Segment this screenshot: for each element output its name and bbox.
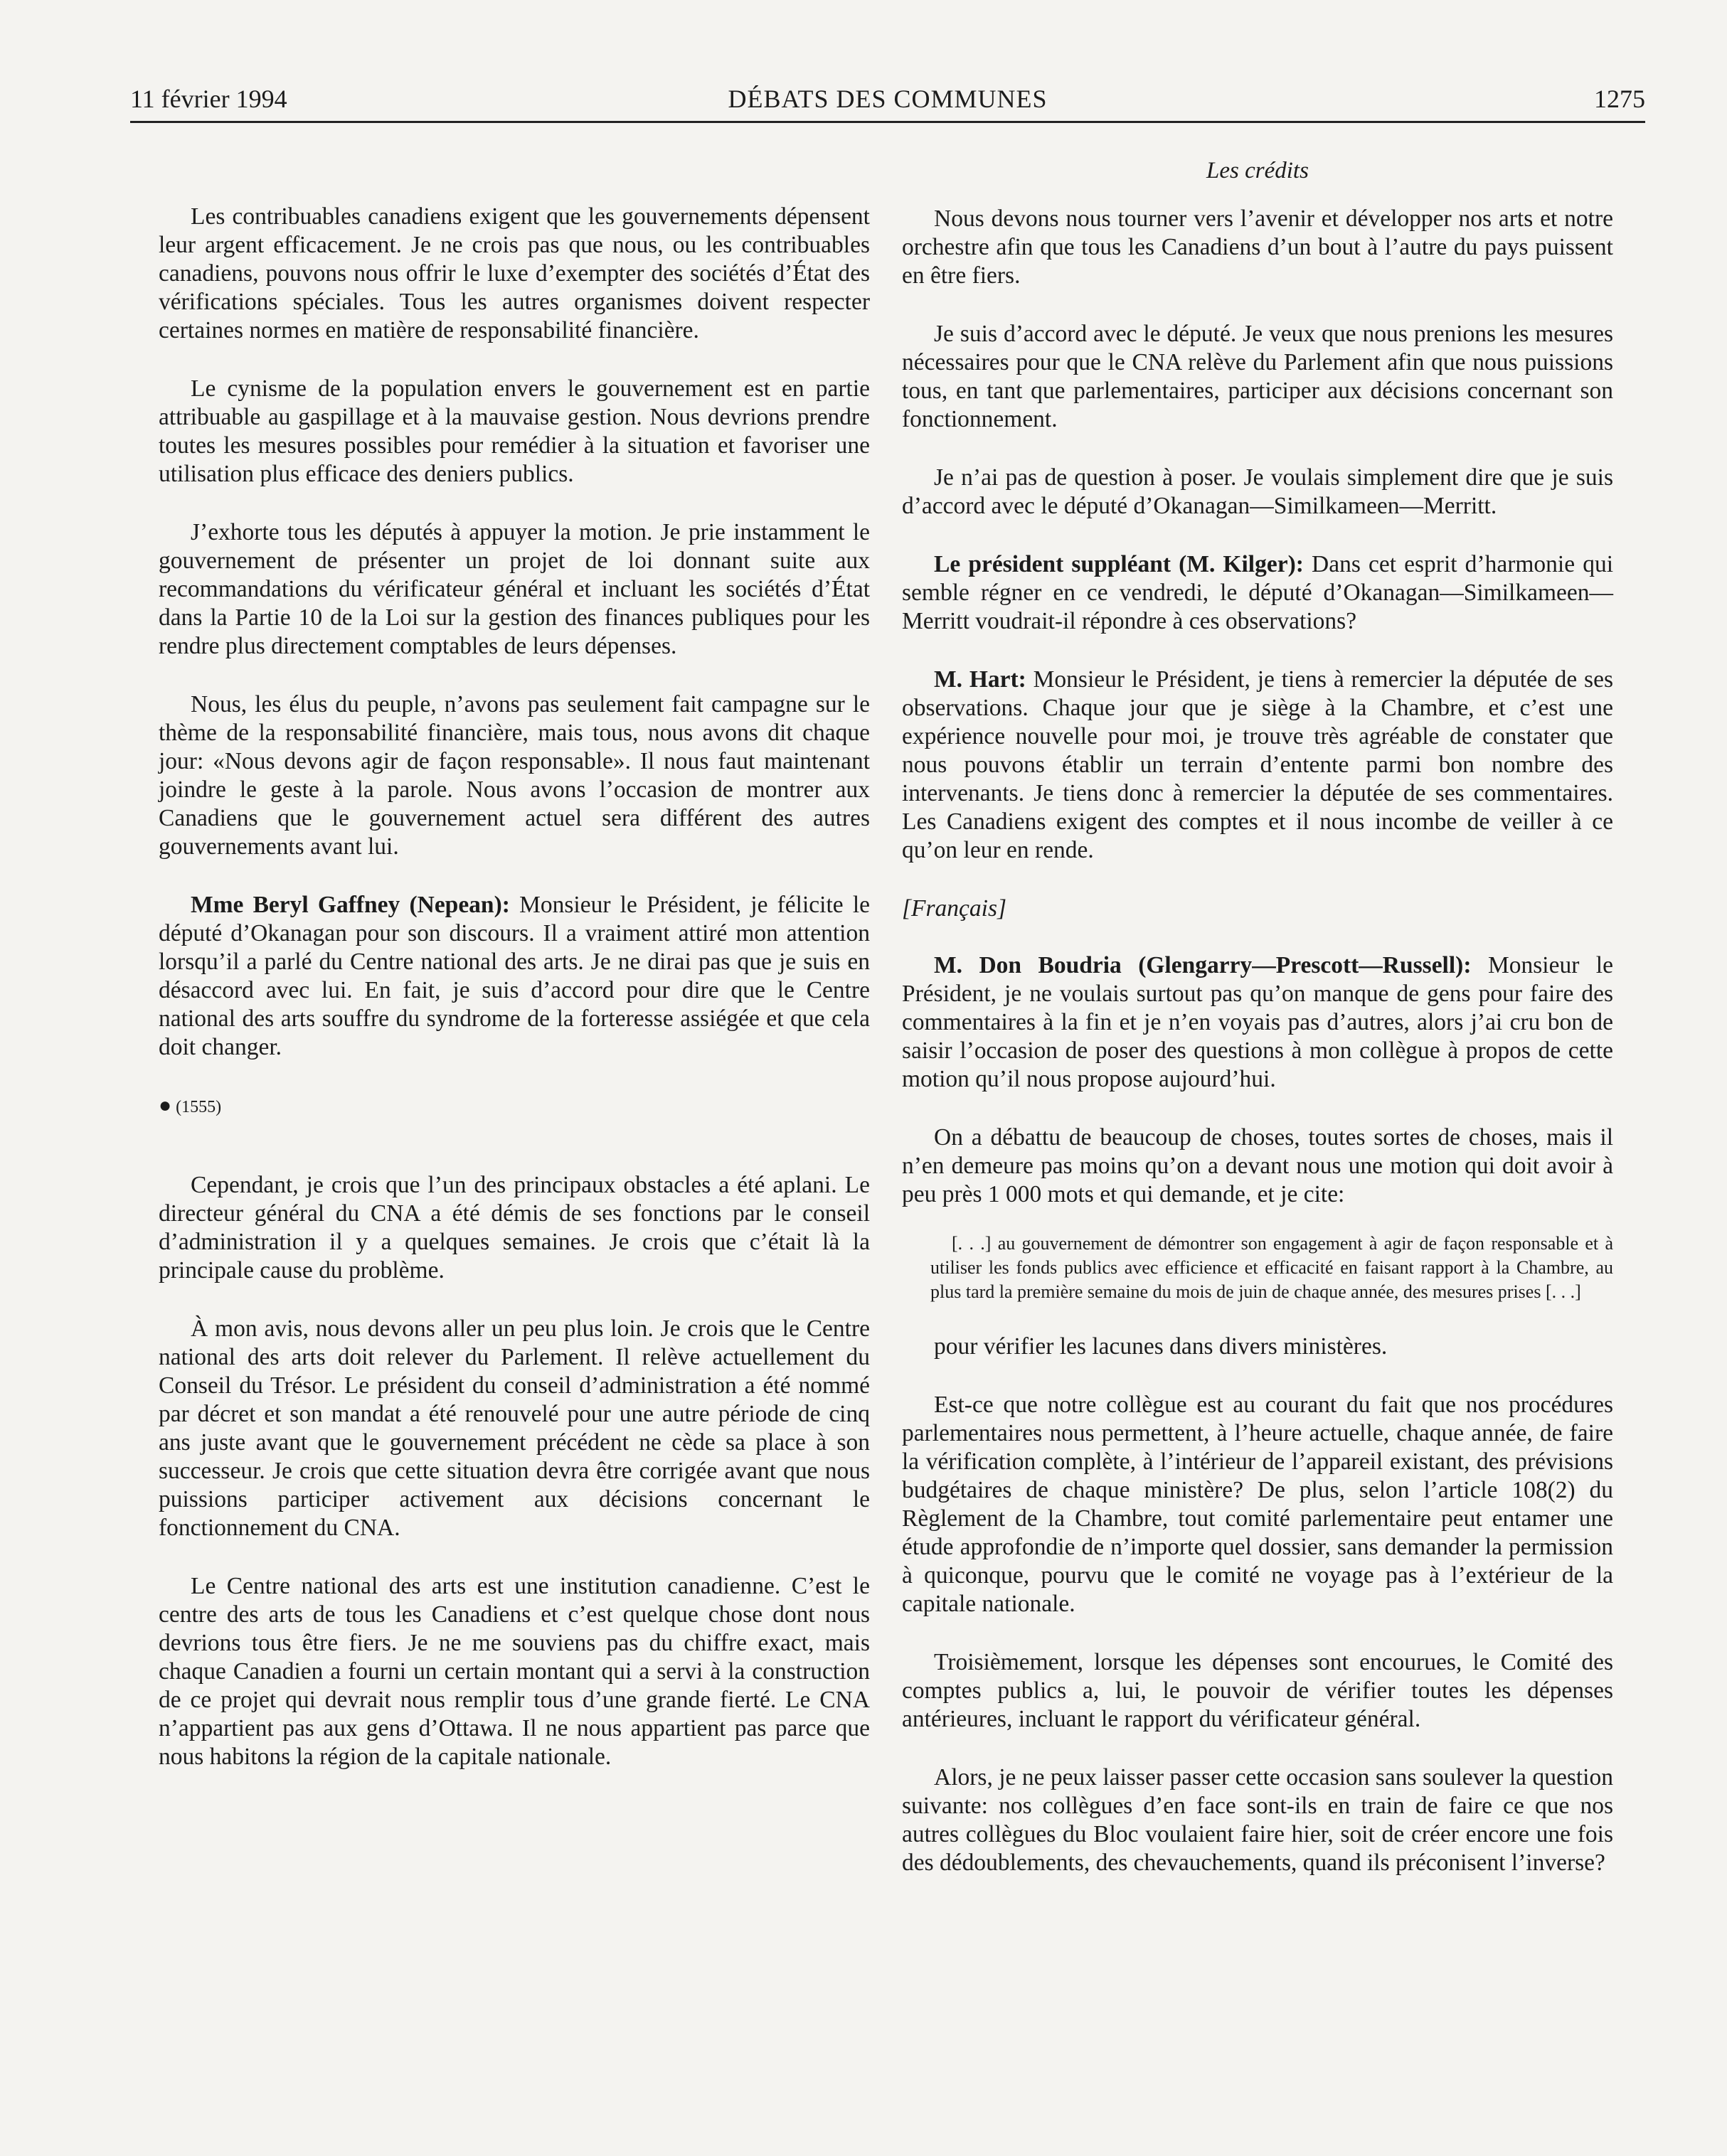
paragraph: pour vérifier les lacunes dans divers ministères. [934,1333,1388,1360]
paragraph: Le Centre national des arts est une institution canadienne. C’est le centre des arts de tous les Canadiens et c’est quelque chose dont nous devrions tous être fiers. Je ne me souviens pas du chiffre exact, mais chaque Canadien a fourni un certain montant qui a servi à la construction de ce projet qui devrait nous remplir tous d’une grande fierté. Le CNA n’appartient pas aux gens d’Ottawa. Il ne nous appartient pas parce que nous habitons la région de la capitale nationale. [159,1573,870,1770]
paragraph: Le cynisme de la population envers le gouvernement est en partie attribuable au gaspillage et à la mauvaise gestion. Nous devrions prendre toutes les mesures possibles pour remédier à la situation et favoriser une utilisation plus efficace des deniers publics. [159,375,870,487]
section-title: Les crédits [1206,158,1309,183]
paragraph: À mon avis, nous devons aller un peu plus loin. Je crois que le Centre national des arts doit relever du Parlement. Il relève actuellement du Conseil du Trésor. Le président du conseil d’administration a été nommé par décret et son mandat a été renouvelé pour une autre période de cinq ans juste avant que le gouvernement précédent ne cède sa place à son successeur. Je crois que cette situation devra être corrigée avant que nous puissions participer activement aux décisions concernant le fonctionnement du CNA. [159,1316,870,1541]
paragraph: Est-ce que notre collègue est au courant du fait que nos procédures parlementaires nous permettent, à l’heure actuelle, chaque année, de faire la vérification complète, à l’intérieur de l’appareil existant, des prévisions budgétaires de chaque ministère? De plus, selon l’article 108(2) du Règlement de la Chambre, tout comité parlementaire peut entamer une étude approfondie de n’importe quel dossier, sans demander la permission à quiconque, pourvu que le comité ne voyage pas à l’extérieur de la capitale nationale. [902,1392,1613,1617]
speech-text: Monsieur le Président, je tiens à remercier la députée de ses observations. Chaque jour que je siège à la Chambre, et c’est une expérience nouvelle pour moi, je trouve très agréable de constater que nous pouvons établir un terrain d’entente parmi bon nombre des intervenants. Je tiens donc à remercier la députée de ses commentaires. Les Canadiens exigent des comptes et il nous incombe de veiller à ce qu’on leur en rende. [902,666,1613,863]
speech-text: Dans cet esprit d’harmonie qui semble régner en ce vendredi, le député d’Okanagan—Similkameen—Merritt voudrait-il répondre à ces observations? [902,551,1614,634]
speech-text: Monsieur le Président, je félicite le député d’Okanagan pour son discours. Il a vraiment attiré mon attention lorsqu’il a parlé du Centre national des arts. Je ne dirai pas que je suis en désaccord avec lui. En fait, je suis d’accord pour dire que le Centre national des arts souffre du syndrome de la forteresse assiégée et que cela doit changer. [159,892,871,1060]
page-header [130,78,1645,124]
language-tag: [Français] [902,895,1007,922]
bullet-icon: ● [159,1094,172,1117]
speech-paragraph [159,891,870,1062]
paragraph: Nous devons nous tourner vers l’avenir et développer nos arts et notre orchestre afin que tous les Canadiens d’un bout à l’autre du pays puissent en être fiers. [902,206,1613,289]
paragraph: Troisièmement, lorsque les dépenses sont encourues, le Comité des comptes publics a, lui, le pouvoir de vérifier toutes les dépenses antérieures, incluant le rapport du vérificateur général. [902,1649,1613,1732]
time-marker-text: (1555) [176,1098,222,1116]
paragraph: Je n’ai pas de question à poser. Je voulais simplement dire que je suis d’accord avec le député d’Okanagan—Similkameen—Merritt. [902,464,1613,519]
speech-paragraph [902,550,1613,636]
speech-text: Monsieur le Président, je ne voulais surtout pas qu’on manque de gens pour faire des commentaires à la fin et je n’en voyais pas d’autres, alors j’ai cru bon de saisir l’occasion de poser des questions à mon collègue à propos de cette motion qu’il nous propose aujourd’hui. [902,952,1613,1092]
speaker-name: Le président suppléant (M. Kilger): [934,551,1304,577]
right-column [902,156,1613,1907]
page-number: 1275 [1594,85,1645,113]
paragraph: Alors, je ne peux laisser passer cette occasion sans soulever la question suivante: nos collègues d’en face sont-ils en train de faire ce que nos autres collègues du Bloc voulaient faire hier, soit de créer encore une fois des dédoublements, des chevauchements, quand ils préconisent l’inverse? [902,1764,1613,1876]
header-title: DÉBATS DES COMMUNES [728,85,1048,113]
speaker-name: M. Don Boudria (Glengarry—Prescott—Russell): [934,952,1472,978]
speech-paragraph [902,951,1613,1094]
paragraph: On a débattu de beaucoup de choses, toutes sortes de choses, mais il n’en demeure pas moins qu’on a devant nous une motion qui doit avoir à peu près 1 000 mots et qui demande, et je cite: [902,1124,1613,1207]
header-date: 11 février 1994 [130,85,287,113]
left-column [159,203,870,1801]
paragraph: Les contribuables canadiens exigent que les gouvernements dépensent leur argent efficacement. Je ne crois pas que nous, ou les contribuables canadiens, pouvons nous offrir le luxe d’exempter des sociétés d’État des vérifications spéciales. Tous les autres organismes doivent respecter certaines normes en matière de responsabilité financière. [159,203,870,343]
speech-paragraph [902,666,1613,865]
speaker-name: M. Hart: [934,666,1026,693]
paragraph: J’exhorte tous les députés à appuyer la motion. Je prie instamment le gouvernement de présenter un projet de loi donnant suite aux recommandations du vérificateur général et incluant les sociétés d’État dans la Partie 10 de la Loi sur la gestion des finances publiques pour les rendre plus directement comptables de leurs dépenses. [159,519,870,659]
paragraph: Je suis d’accord avec le député. Je veux que nous prenions les mesures nécessaires pour que le CNA relève du Parlement afin que nous puissions tous, en tant que parlementaires, participer aux décisions concernant son fonctionnement. [902,321,1613,432]
header-rule [130,121,1645,123]
paragraph: Cependant, je crois que l’un des principaux obstacles a été aplani. Le directeur général du CNA a été démis de ses fonctions par le conseil d’administration il y a quelques semaines. Je crois que c’était là la principale cause du problème. [159,1172,870,1284]
block-quote: [. . .] au gouvernement de démontrer son engagement à agir de façon responsable et à utiliser les fonds publics avec efficience et efficacité en faisant rapport à la Chambre, au plus tard la première semaine du mois de juin de chaque année, des mesures prises [. . .] [930,1233,1613,1302]
time-marker [159,1092,870,1121]
speaker-name: Mme Beryl Gaffney (Nepean): [191,892,510,918]
paragraph: Nous, les élus du peuple, n’avons pas seulement fait campagne sur le thème de la responsabilité financière, mais tous, nous avons dit chaque jour: «Nous devons agir de façon responsable». Il nous faut maintenant joindre le geste à la parole. Nous avons l’occasion de montrer aux Canadiens que le gouvernement actuel sera différent des autres gouvernements avant lui. [159,691,870,860]
